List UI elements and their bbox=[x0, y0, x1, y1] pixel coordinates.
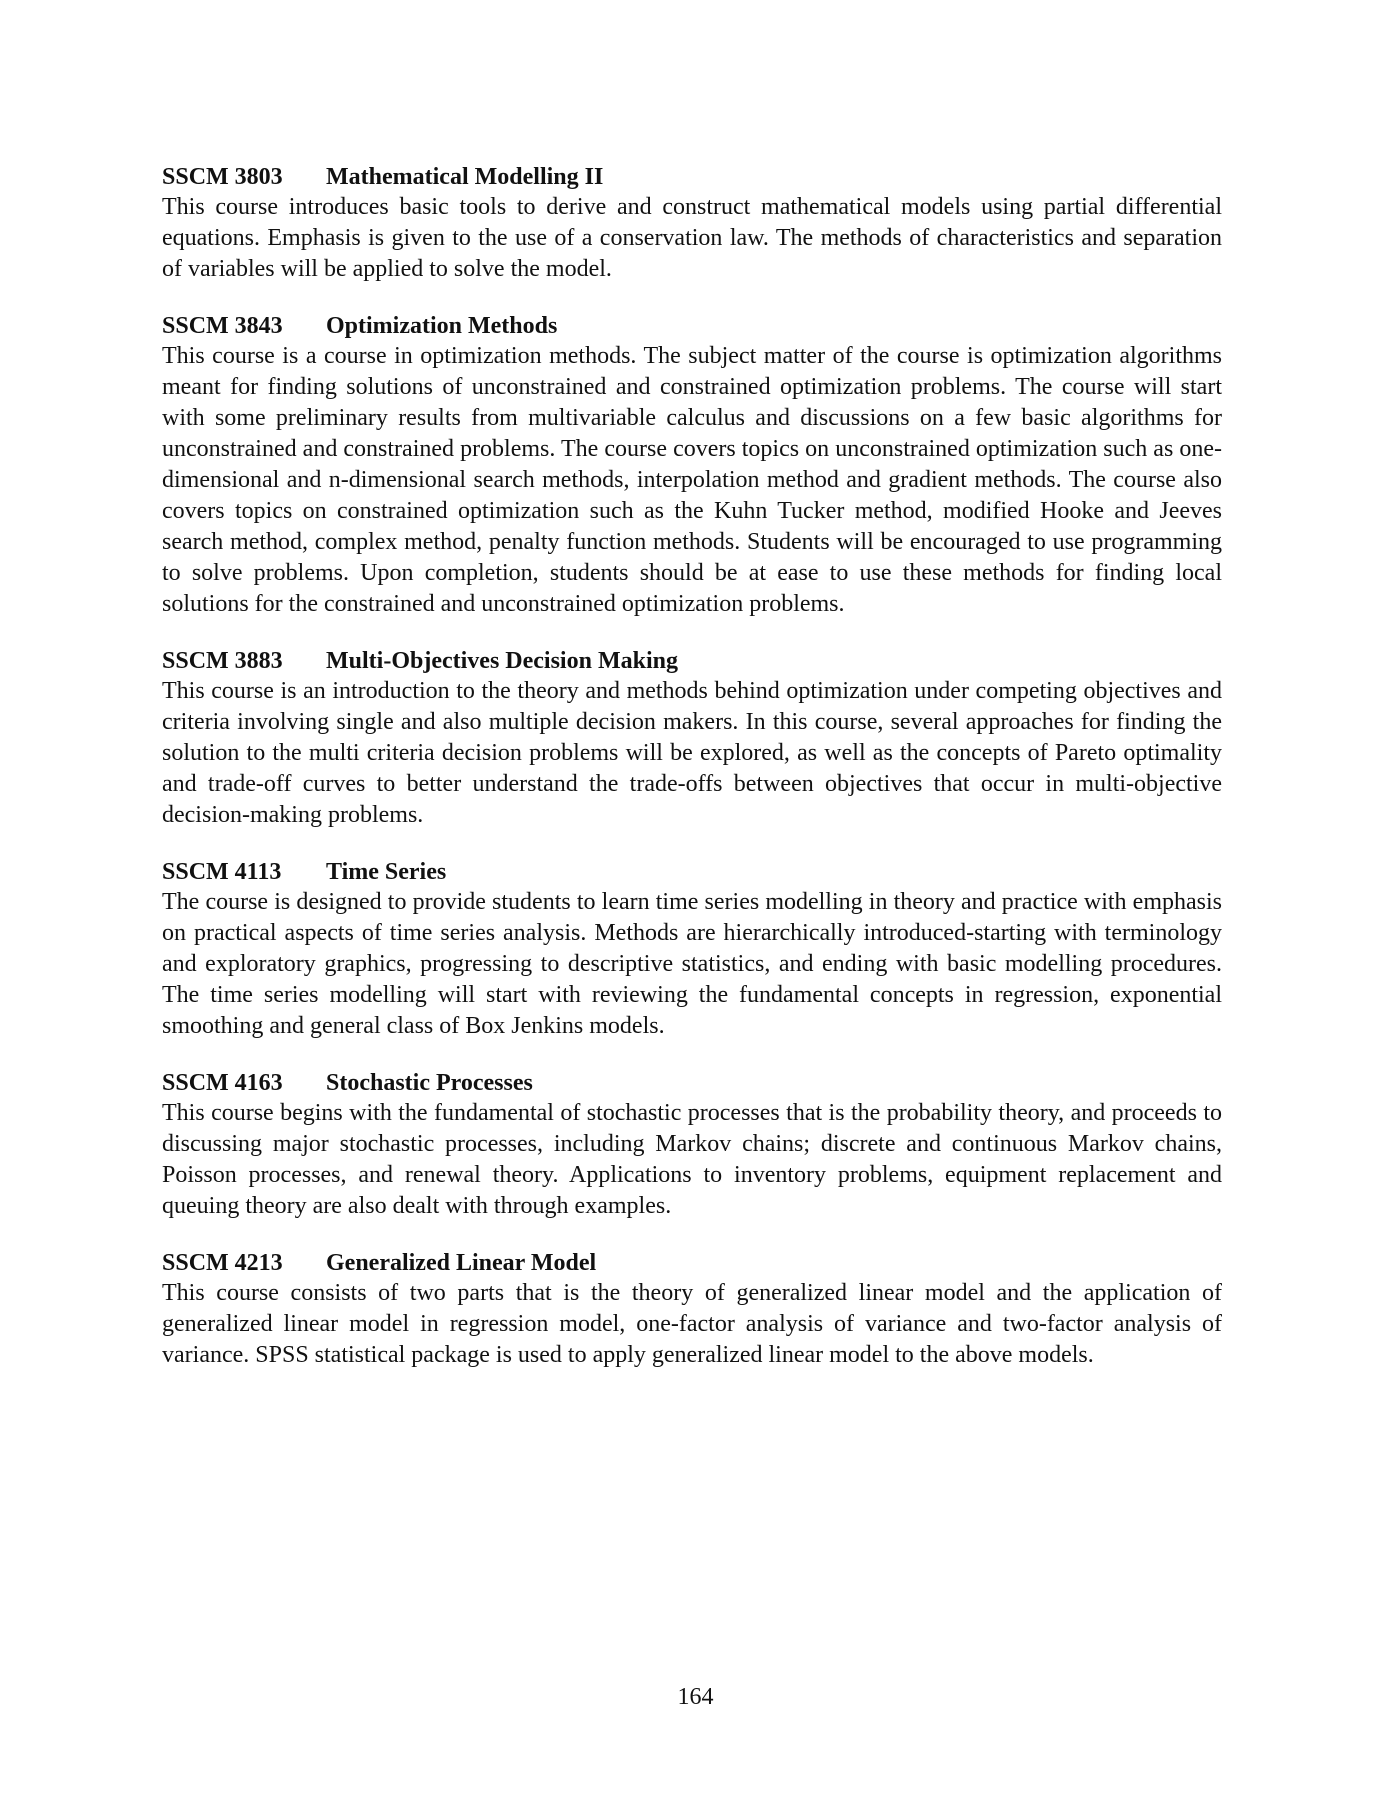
course-heading bbox=[162, 162, 1222, 192]
course-sscm-3843 bbox=[162, 311, 1222, 620]
page-number: 164 bbox=[677, 1684, 714, 1710]
course-description: This course begins with the fundamental of stochastic processes that is the probability theory, and proceeds to discussing major stochastic processes, including Markov chains; discrete and continuous Markov chains, Poisson processes, and renewal theory. Applications to inventory problems, equipment replacement and queuing theory are also dealt with through examples. bbox=[162, 1100, 1222, 1219]
course-title: Stochastic Processes bbox=[326, 1070, 533, 1096]
course-heading bbox=[162, 857, 1222, 887]
course-heading bbox=[162, 1068, 1222, 1098]
course-code: SSCM 4113 bbox=[162, 859, 282, 885]
course-description: This course is an introduction to the theory and methods behind optimization under competing objectives and criteria involving single and also multiple decision makers. In this course, several approaches for finding the solution to the multi criteria decision problems will be explored, as well as the concepts of Pareto optimality and trade-off curves to better understand the trade-offs between objectives that occur in multi-objective decision-making problems. bbox=[162, 678, 1222, 828]
course-title: Generalized Linear Model bbox=[326, 1250, 597, 1276]
course-sscm-4213 bbox=[162, 1248, 1222, 1371]
course-heading bbox=[162, 646, 1222, 676]
course-sscm-3803 bbox=[162, 162, 1222, 285]
course-code: SSCM 4163 bbox=[162, 1070, 283, 1096]
course-sscm-4163 bbox=[162, 1068, 1222, 1222]
course-title: Mathematical Modelling II bbox=[326, 164, 604, 190]
course-sscm-3883 bbox=[162, 646, 1222, 831]
course-heading bbox=[162, 311, 1222, 341]
course-code: SSCM 3883 bbox=[162, 648, 283, 674]
course-description: This course introduces basic tools to derive and construct mathematical models using partial differential equations. Emphasis is given to the use of a conservation law. The methods of characteristics and separation of variables will be applied to solve the model. bbox=[162, 194, 1222, 282]
course-sscm-4113 bbox=[162, 857, 1222, 1042]
course-description: The course is designed to provide students to learn time series modelling in theory and practice with emphasis on practical aspects of time series analysis. Methods are hierarchically introduced-starting with terminology and exploratory graphics, progressing to descriptive statistics, and ending with basic modelling procedures. The time series modelling will start with reviewing the fundamental concepts in regression, exponential smoothing and general class of Box Jenkins models. bbox=[162, 889, 1222, 1039]
course-title: Time Series bbox=[326, 859, 447, 885]
course-description: This course consists of two parts that is the theory of generalized linear model and the application of generalized linear model in regression model, one-factor analysis of variance and two-factor analysis of variance. SPSS statistical package is used to apply generalized linear model to the above models. bbox=[162, 1280, 1222, 1368]
course-code: SSCM 3843 bbox=[162, 313, 283, 339]
course-code: SSCM 4213 bbox=[162, 1250, 283, 1276]
course-title: Multi-Objectives Decision Making bbox=[326, 648, 678, 674]
course-code: SSCM 3803 bbox=[162, 164, 283, 190]
course-heading bbox=[162, 1248, 1222, 1278]
document-page bbox=[162, 162, 1222, 1397]
course-title: Optimization Methods bbox=[326, 313, 558, 339]
course-description: This course is a course in optimization methods. The subject matter of the course is optimization algorithms meant for finding solutions of unconstrained and constrained optimization problems. The course will start with some preliminary results from multivariable calculus and discussions on a few basic algorithms for unconstrained and constrained problems. The course covers topics on unconstrained optimization such as one-dimensional and n-dimensional search methods, interpolation method and gradient methods. The course also covers topics on constrained optimization such as the Kuhn Tucker method, modified Hooke and Jeeves search method, complex method, penalty function methods. Students will be encouraged to use programming to solve problems. Upon completion, students should be at ease to use these methods for finding local solutions for the constrained and unconstrained optimization problems. bbox=[162, 343, 1222, 617]
